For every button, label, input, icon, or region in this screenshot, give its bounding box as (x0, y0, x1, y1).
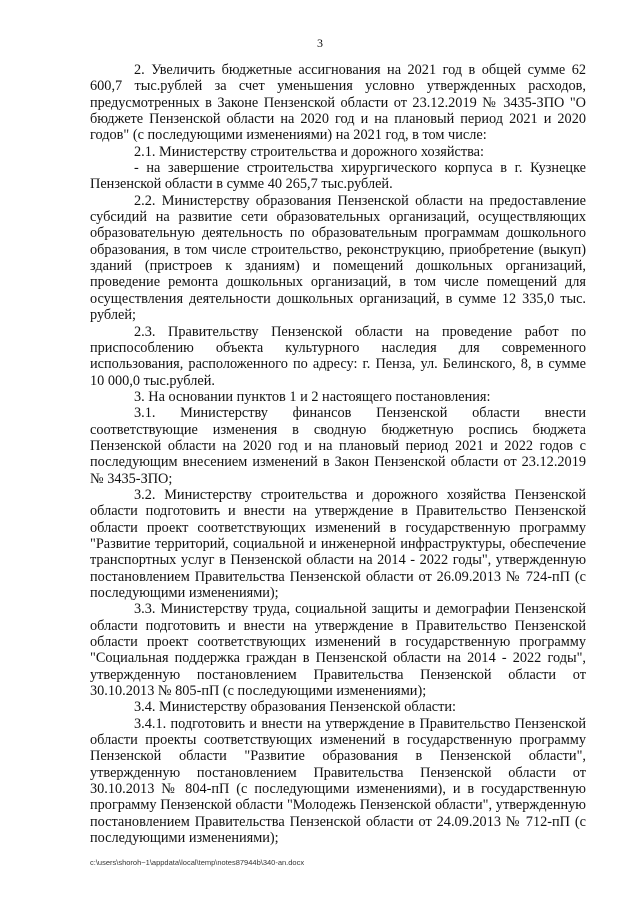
paragraph-2-3: 2.3. Правительству Пензенской области на проведение работ по приспособлению объекта культурного наследия для современного использования, расположенного по адресу: г. Пенза, ул. Белинского, 8, в сумме 10 000,0 тыс.рублей. (90, 323, 586, 389)
paragraph-3-2: 3.2. Министерству строительства и дорожного хозяйства Пензенской области подготовить и внести на утверждение в Правительство Пензенской области проект соответствующих изменений в государственную программу "Развитие территорий, социальной и инженерной инфраструктуры, обеспечение транспортных услуг в Пензенской области на 2014 - 2022 годы", утвержденную постановлением Правительства Пензенской области от 26.09.2013 № 724-пП (с последующими изменениями); (90, 486, 586, 601)
document-body (90, 62, 586, 847)
paragraph-3: 3. На основании пунктов 1 и 2 настоящего постановления: (134, 388, 491, 405)
paragraph-3-4-1: 3.4.1. подготовить и внести на утверждение в Правительство Пензенской области проекты соответствующих изменений в государственную программу Пензенской области "Развитие образования в Пензенской области", утвержденную постановлением Правительства Пензенской области от 30.10.2013 № 804-пП (с последующими изменениями), и в государственную программу Пензенской области "Молодежь Пензенской области", утвержденную постановлением Правительства Пензенской области от 24.09.2013 № 712-пП (с последующими изменениями); (90, 715, 586, 847)
paragraph-2-2: 2.2. Министерству образования Пензенской области на предоставление субсидий на развитие сети образовательных организаций, осуществляющих образовательную деятельность по образовательным программам дошкольного образования, в том числе строительство, реконструкцию, приобретение (выкуп) зданий (пристроев к зданиям) и помещений дошкольных организаций, проведение ремонта дошкольных организаций, в том числе помещений для осуществления деятельности дошкольных организаций, в сумме 12 335,0 тыс. рублей; (90, 192, 586, 324)
paragraph-3-1: 3.1. Министерству финансов Пензенской области внести соответствующие изменения в сводную бюджетную роспись бюджета Пензенской области на 2020 год и на плановый период 2021 и 2022 годов с последующим внесением изменений в Закон Пензенской области от 23.12.2019 № 3435-ЗПО; (90, 405, 586, 487)
page-number: 3 (317, 36, 323, 50)
paragraph-2-1: 2.1. Министерству строительства и дорожного хозяйства: (134, 143, 484, 160)
paragraph-2: 2. Увеличить бюджетные ассигнования на 2021 год в общей сумме 62 600,7 тыс.рублей за счет уменьшения условно утвержденных расходов, предусмотренных в Законе Пензенской области от 23.12.2019 № 3435-ЗПО "О бюджете Пензенской области на 2020 год и на плановый период 2021 и 2020 годов" (с последующими изменениями) на 2021 год, в том числе: (90, 62, 586, 144)
footer-file-path: c:\users\shoroh~1\appdata\local\temp\notes87944b\340-an.docx (90, 858, 305, 867)
paragraph-3-3: 3.3. Министерству труда, социальной защиты и демографии Пензенской области подготовить и внести на утверждение в Правительство Пензенской области проект соответствующих изменений в государственную программу "Социальная поддержка граждан в Пензенской области на 2014 - 2022 годы", утвержденную постановлением Правительства Пензенской области от 30.10.2013 № 805-пП (с последующими изменениями); (90, 601, 586, 700)
paragraph-2-1-item: - на завершение строительства хирургического корпуса в г. Кузнецке Пензенской области в сумме 40 265,7 тыс.рублей. (90, 160, 586, 193)
paragraph-3-4: 3.4. Министерству образования Пензенской области: (134, 699, 457, 716)
